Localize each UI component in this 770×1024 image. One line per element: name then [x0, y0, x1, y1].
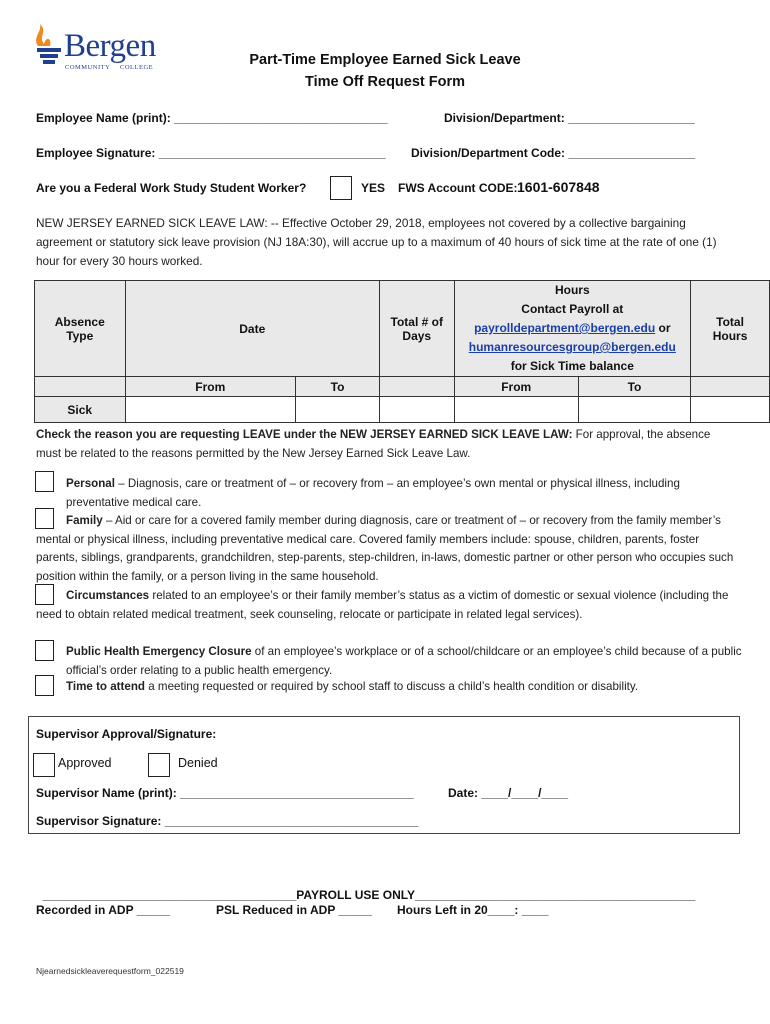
to-header-2: To	[578, 377, 690, 397]
reason-closure-checkbox[interactable]	[35, 640, 54, 661]
college-logo	[34, 22, 164, 74]
reason-circumstances: Circumstances related to an employee’s or their family member’s status as a victim of domestic or sexual violence (including the need to obtain related medical treatment, seek counseling, relocate or participate in related legal services).	[36, 589, 729, 621]
from-header-2: From	[454, 377, 578, 397]
sick-to-date[interactable]	[296, 397, 380, 423]
flame-icon	[34, 22, 64, 72]
payroll-email-link[interactable]: payrolldepartment@bergen.edu	[474, 321, 656, 335]
reason-time-to-attend-checkbox[interactable]	[35, 675, 54, 696]
reason-closure: Public Health Emergency Closure of an employee’s workplace or of a school/childcare or an employee’s child because of a public official’s order relating to a public health emergency.	[66, 645, 742, 677]
supervisor-signature-field[interactable]: Supervisor Signature: ______________________________________	[36, 814, 419, 828]
law-text: NEW JERSEY EARNED SICK LEAVE LAW: -- Effective October 29, 2018, employees not covered by a collective bargaining agreement or statutory sick leave provision (NJ 18A:30), will accrue up to a maximum of 40 hours of sick time at the rate of one (1) hour for every 30 hours worked.	[36, 216, 717, 268]
sick-hours-to[interactable]	[578, 397, 690, 423]
from-header: From	[125, 377, 296, 397]
title-line-2: Time Off Request Form	[304, 74, 466, 90]
division-code-field[interactable]: Division/Department Code: ___________________	[411, 146, 696, 160]
sick-hours-from[interactable]	[454, 397, 578, 423]
approved-checkbox[interactable]	[33, 753, 55, 777]
employee-signature-field[interactable]: Employee Signature: __________________________________	[36, 146, 386, 160]
employee-name-field[interactable]: Employee Name (print): ________________________________	[36, 111, 388, 125]
division-field[interactable]: Division/Department: ___________________	[444, 111, 695, 125]
hr-email-link[interactable]: humanresourcesgroup@bergen.edu	[468, 340, 676, 354]
reason-time-to-attend: Time to attend a meeting requested or required by school staff to discuss a child’s health condition or disability.	[66, 680, 639, 693]
reason-personal-checkbox[interactable]	[35, 471, 54, 492]
supervisor-date-field[interactable]: Date: ____/____/____	[448, 786, 569, 800]
fws-yes-label: YES	[361, 181, 386, 195]
approved-label: Approved	[58, 756, 112, 770]
reason-family: Family – Aid or care for a covered family member during diagnosis, care or treatment of – or recovery from the family member’s mental or physical illness, including preventative medical care. Covered family members include: spouse, children, parents, foster parents, siblings, grandparents, grandchildren, step-parents, step-children, in-laws, domestic partner or other person who occupies such position within the family, or a person living in the same household.	[36, 514, 734, 583]
denied-checkbox[interactable]	[148, 753, 170, 777]
form-title	[185, 49, 585, 93]
fws-question: Are you a Federal Work Study Student Worker?	[36, 181, 307, 195]
sick-from-date[interactable]	[125, 397, 296, 423]
reasons-intro: Check the reason you are requesting LEAVE under the NEW JERSEY EARNED SICK LEAVE LAW: For approval, the absence must be related to the reasons permitted by the New Jersey Earned Sick Leave Law.	[36, 428, 711, 460]
sick-total-hours[interactable]	[691, 397, 770, 423]
hours-left-field[interactable]: Hours Left in 20____: ____	[397, 903, 549, 917]
logo-sub-right: COLLEGE	[120, 64, 154, 71]
reason-personal: Personal – Diagnosis, care or treatment of – or recovery from – an employee’s own mental or physical illness, including preventative medical care.	[66, 477, 680, 509]
fws-yes-checkbox[interactable]	[330, 176, 352, 200]
absence-type-header: Absence Type	[35, 281, 126, 377]
fws-account-label: FWS Account CODE:	[398, 181, 518, 195]
hours-header: Hours Contact Payroll at payrolldepartment@bergen.edu or humanresourcesgroup@bergen.edu for Sick Time balance	[454, 281, 691, 377]
denied-label: Denied	[178, 756, 218, 770]
total-days-header: Total # of Days	[380, 281, 455, 377]
date-header: Date	[125, 281, 379, 377]
logo-sub-left: COMMUNITY	[65, 64, 111, 71]
psl-reduced-field[interactable]: PSL Reduced in ADP _____	[216, 903, 372, 917]
total-hours-header: Total Hours	[691, 281, 770, 377]
form-footer-code: Njearnedsickleaverequestform_022519	[36, 966, 184, 976]
logo-name: Bergen	[64, 28, 156, 64]
recorded-in-adp-field[interactable]: Recorded in ADP _____	[36, 903, 171, 917]
supervisor-name-field[interactable]: Supervisor Name (print): ___________________________________	[36, 786, 414, 800]
payroll-header: ______________________________________PAYROLL USE ONLY__________________________________________	[42, 888, 696, 902]
absence-table	[34, 280, 770, 423]
sick-row-label: Sick	[35, 397, 126, 423]
sick-total-days[interactable]	[380, 397, 455, 423]
fws-account-code: 1601-607848	[517, 179, 600, 195]
title-line-1: Part-Time Employee Earned Sick Leave	[249, 52, 521, 68]
supervisor-approval-label: Supervisor Approval/Signature:	[36, 727, 217, 741]
to-header: To	[296, 377, 380, 397]
